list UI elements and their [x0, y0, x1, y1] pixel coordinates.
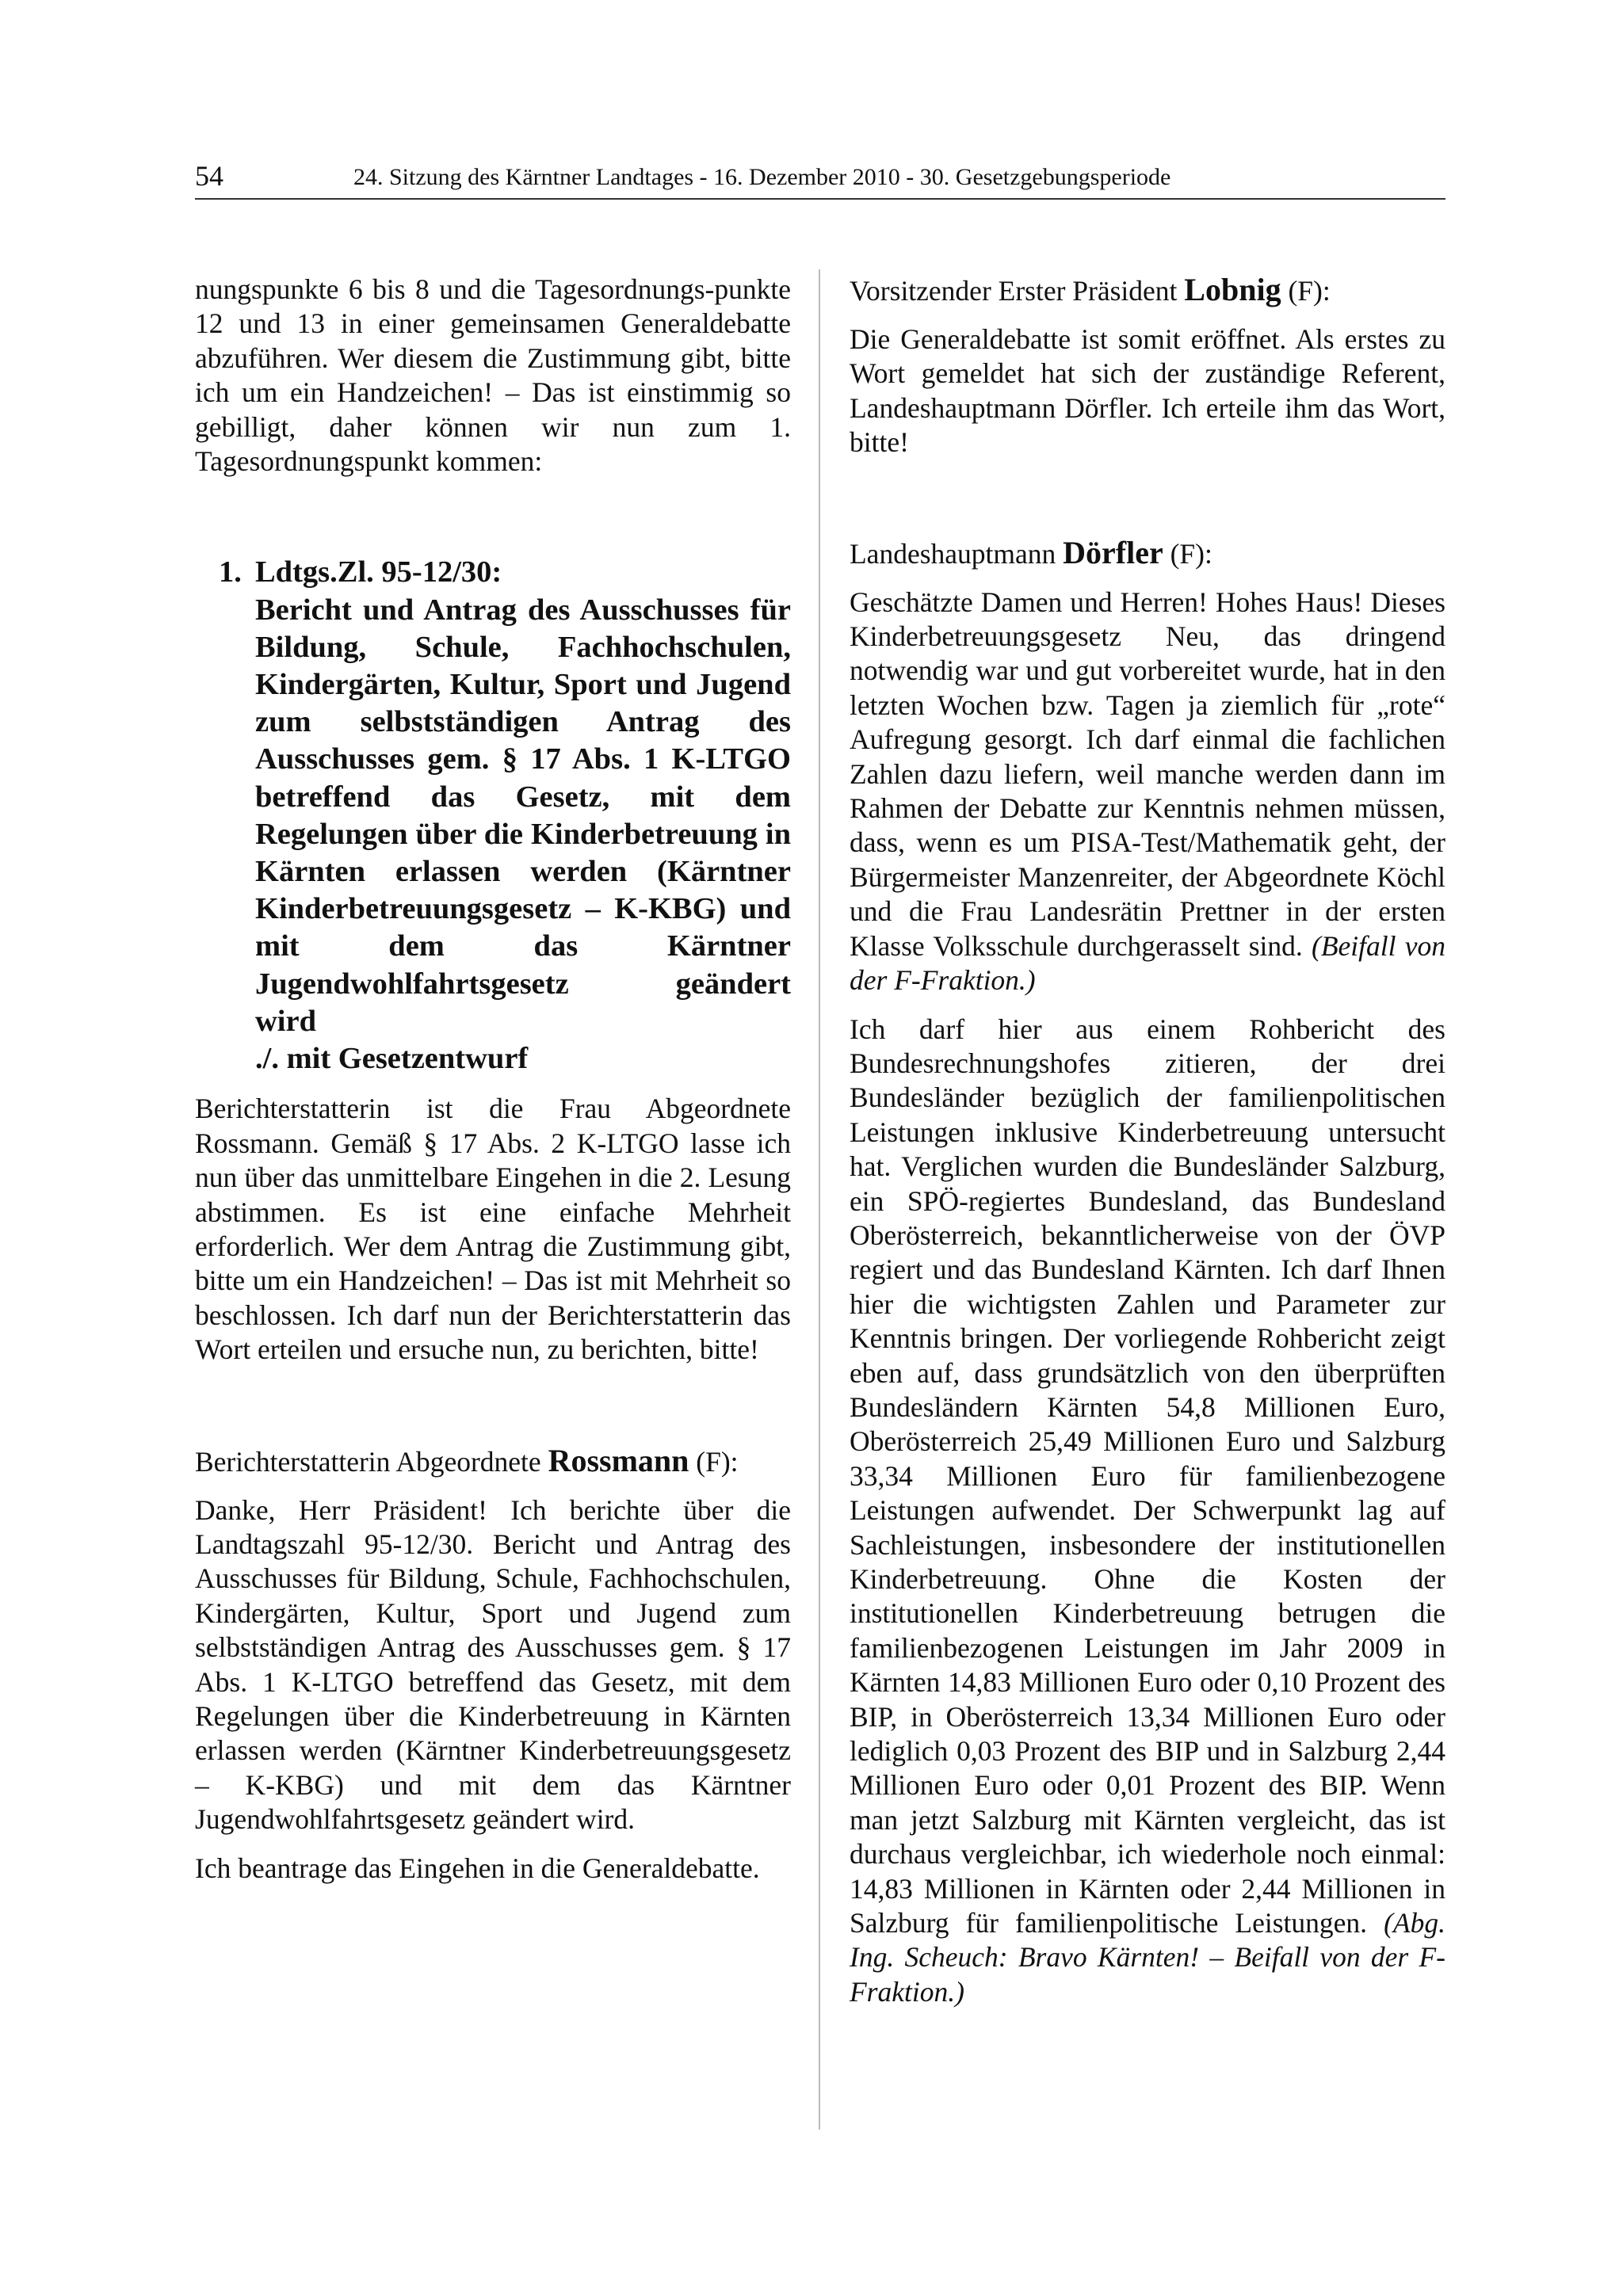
chair-paragraph: Berichterstatterin ist die Frau Abgeordnete Rossmann. Gemäß § 17 Abs. 2 K-LTGO lasse ich nun über das unmittelbare Eingehen in die 2. Lesung abstimmen. Es ist eine einfache Mehrheit erforderlich. Wer dem Antrag die Zustimmung gibt, bitte um ein Handzeichen! – Das ist mit Mehrheit so beschlossen. Ich darf nun der Berichterstatterin das Wort erteilen und ersuche nun, zu berichten, bitte!: [195, 1093, 791, 1366]
speaker-rossmann: [195, 1444, 791, 1479]
speaker-party: (F):: [1288, 275, 1331, 307]
doerfler-paragraph-1: [850, 585, 1445, 998]
agenda-title-end: wird: [255, 1004, 316, 1038]
rossmann-paragraph-2: Ich beantrage das Eingehen in die Generaldebatte.: [195, 1852, 760, 1884]
doerfler-text-1: Geschätzte Damen und Herren! Hohes Haus! Dieses Kinderbetreuungsgesetz Neu, das dringend notwendig war und gut vorbereitet wurde, hat in den letzten Wochen bzw. Tagen ja ziemlich für „rote“ Aufregung gesorgt. Ich darf einmal die fachlichen Zahlen dazu liefern, weil manche werden dann im Rahmen der Debatte zur Kenntnis nehmen müssen, dass, wenn es um PISA-Test/Mathematik geht, der Bürgermeister Manzenreiter, der Abgeordnete Köchl und die Frau Landesrätin Prettner in der ersten Klasse Volksschule durchgerasselt sind.: [850, 585, 1445, 962]
column-divider: [819, 269, 820, 2130]
speaker-party: (F):: [1170, 537, 1212, 570]
rossmann-paragraph-1: Danke, Herr Präsident! Ich berichte über die Landtagszahl 95-12/30. Bericht und Antrag des Ausschusses für Bildung, Schule, Fachhochschulen, Kindergärten, Kultur, Sport und Jugend zum selbstständigen Antrag des Ausschusses gem. § 17 Abs. 1 K-LTGO betreffend das Gesetz, mit dem Regelungen über die Kinderbetreuung in Kärnten erlassen werden (Kärntner Kinderbetreuungsgesetz – K-KBG) und mit dem das Kärntner Jugendwohlfahrtsgesetz geändert wird.: [195, 1493, 791, 1836]
agenda-attachment: ./. mit Gesetzentwurf: [255, 1042, 529, 1076]
speaker-name: Dörfler: [1063, 534, 1163, 570]
right-column: [850, 273, 1445, 2009]
agenda-number: 1.: [219, 555, 242, 589]
page-number: 54: [195, 160, 223, 192]
agenda-reference: Ldtgs.Zl. 95-12/30:: [255, 555, 502, 589]
agenda-title: Bericht und Antrag des Ausschusses für Bildung, Schule, Fachhochschulen, Kindergärten, Kultur, Sport und Jugend zum selbstständigen Antrag des Ausschusses gem. § 17 Abs. 1 K-LTGO betreffend das Gesetz, mit dem Regelungen über die Kinderbetreuung in Kärnten erlassen werden (Kärntner Kinderbetreuungsgesetz – K-KBG) und mit dem das Kärntner Jugendwohlfahrtsgesetz geändert: [255, 593, 791, 1001]
interjection-2: (Abg. Ing. Scheuch: Bravo Kärnten! – Beifall von der F-Fraktion.): [850, 1907, 1445, 2008]
speaker-name: Rossmann: [548, 1442, 689, 1478]
speaker-party: (F):: [696, 1445, 739, 1478]
doerfler-paragraph-2: [850, 1013, 1445, 2010]
interjection-1: (Beifall von der F-Fraktion.): [850, 929, 1445, 997]
speaker-doerfler: [850, 536, 1445, 571]
speaker-prefix: Vorsitzender Erster Präsident: [850, 275, 1178, 307]
page-header: [195, 158, 1445, 200]
intro-paragraph: nungspunkte 6 bis 8 und die Tagesordnungs-punkte 12 und 13 in einer gemeinsamen Generaldebatte abzuführen. Wer diesem die Zustimmung gibt, bitte ich um ein Handzeichen! – Das ist einstimmig so gebilligt, daher können wir nun zum 1. Tagesordnungspunkt kommen:: [195, 273, 791, 478]
speaker-prefix: Berichterstatterin Abgeordnete: [195, 1445, 541, 1478]
header-title: 24. Sitzung des Kärntner Landtages - 16. Dezember 2010 - 30. Gesetzgebungsperiode: [353, 164, 1171, 190]
lobnig-paragraph: Die Generaldebatte ist somit eröffnet. Als erstes zu Wort gemeldet hat sich der zuständige Referent, Landeshauptmann Dörfler. Ich erteile ihm das Wort, bitte!: [850, 323, 1445, 459]
doerfler-text-2: Ich darf hier aus einem Rohbericht des Bundesrechnungshofes zitieren, der drei Bundesländer bezüglich der familienpolitischen Leistungen inklusive Kinderbetreuung untersucht hat. Verglichen wurden die Bundesländer Salzburg, ein SPÖ-regiertes Bundesland, das Bundesland Oberösterreich, bekanntlicherweise von der ÖVP regiert und das Bundesland Kärnten. Ich darf Ihnen hier die wichtigsten Zahlen und Parameter zur Kenntnis bringen. Der vorliegende Rohbericht zeigt eben auf, dass grundsätzlich von den überprüften Bundesländern Kärnten 54,8 Millionen Euro, Oberösterreich 25,49 Millionen Euro und Salzburg 33,34 Millionen Euro für familienbezogene Leistungen aufwendet. Der Schwerpunkt lag auf Sachleistungen, insbesondere der institutionellen Kinderbetreuung. Ohne die Kosten der institutionellen Kinderbetreuung betrugen die familienbezogenen Leistungen im Jahr 2009 in Kärnten 14,83 Millionen Euro oder 0,10 Prozent des BIP, in Oberösterreich 13,34 Millionen Euro oder lediglich 0,03 Prozent des BIP und in Salzburg 2,44 Millionen Euro oder 0,01 Prozent des BIP. Wenn man jetzt Salzburg mit Kärnten vergleicht, das ist durchaus vergleichbar, ich wiederhole noch einmal: 14,83 Millionen in Kärnten oder 2,44 Millionen in Salzburg für familienpolitische Leistungen.: [850, 1013, 1445, 1939]
speaker-name: Lobnig: [1184, 272, 1281, 307]
speaker-lobnig: [850, 273, 1445, 308]
agenda-item: [195, 554, 791, 1077]
speaker-prefix: Landeshauptmann: [850, 537, 1056, 570]
left-column: [195, 273, 791, 1886]
